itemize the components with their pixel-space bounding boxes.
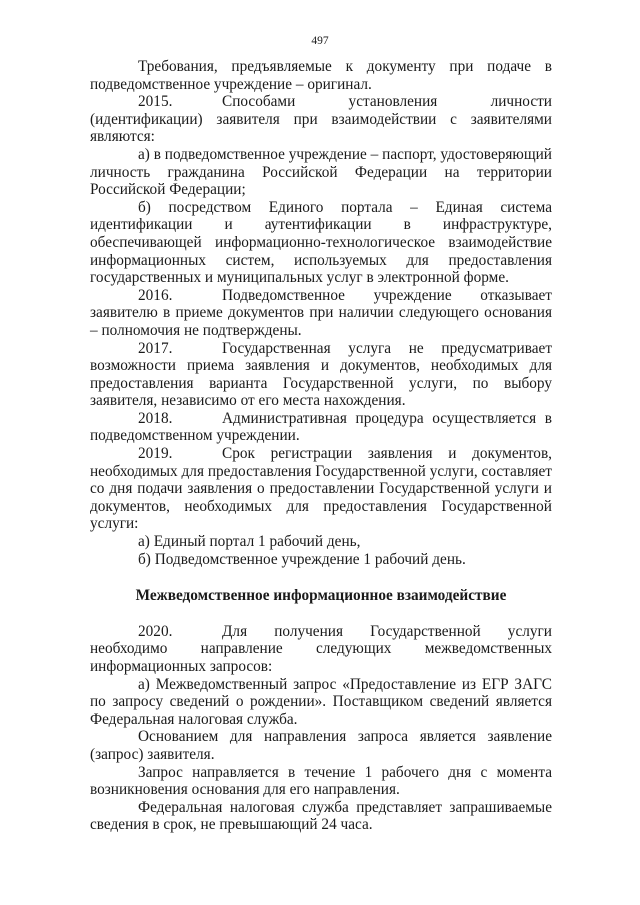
paragraph-p2020c	[90, 764, 552, 799]
paragraph-p2020	[90, 623, 552, 676]
paragraph-text: Запрос направляется в течение 1 рабочего дня с момента возникновения основания для его направления.	[90, 763, 552, 799]
paragraph-p2018	[90, 410, 552, 445]
paragraph-text: Государственная услуга не предусматривает возможности приема заявления и документов, необходимых для предоставления варианта Государственной услуги, по выбору заявителя, независимо от его места нахождения.	[90, 339, 552, 410]
paragraph-p2020a	[90, 676, 552, 729]
document-body	[90, 58, 552, 834]
section-heading: Межведомственное информационное взаимодействие	[135, 587, 507, 605]
paragraph-number: 2015.	[138, 93, 173, 111]
paragraph-number: 2020.	[138, 622, 173, 640]
paragraph-number: 2019.	[138, 445, 173, 463]
paragraph-number: 2016.	[138, 286, 173, 304]
paragraph-text: Основанием для направления запроса является заявление (запрос) заявителя.	[90, 728, 552, 763]
paragraph-text: а) Единый портал 1 рабочий день,	[138, 533, 361, 551]
paragraph-text: а) в подведомственное учреждение – паспорт, удостоверяющий личность гражданина Российской Федерации на территории Российской Федерации;	[90, 145, 552, 199]
paragraph-text: Для получения Государственной услуги необходимо направление следующих межведомственных информационных запросов:	[90, 622, 552, 675]
paragraph-text: Срок регистрации заявления и документов, необходимых для предоставления Государственной услуги, составляет со дня подачи заявления о предоставлении Государственной услуги и документов, необходимых для предоставления Государственной услуги:	[90, 445, 552, 533]
paragraph-text: б) Подведомственное учреждение 1 рабочий день.	[138, 550, 466, 568]
section-interagency	[90, 623, 552, 834]
paragraph-number: 2018.	[138, 409, 173, 427]
paragraph-text: Административная процедура осуществляется в подведомственном учреждении.	[90, 409, 552, 445]
paragraph-p2019	[90, 445, 552, 533]
paragraph-p2015	[90, 93, 552, 146]
paragraph-p2017	[90, 340, 552, 410]
paragraph-text: Способами установления личности (идентификации) заявителя при взаимодействии с заявителями являются:	[90, 93, 552, 146]
paragraph-p1	[90, 58, 552, 93]
paragraph-text: Федеральная налоговая служба представляет запрашиваемые сведения в срок, не превышающий 24 часа.	[90, 798, 552, 834]
paragraph-p2019b	[90, 551, 552, 569]
paragraph-text: Подведомственное учреждение отказывает заявителю в приеме документов при наличии следующего основания – полномочия не подтверждены.	[90, 286, 552, 339]
paragraph-p2020d	[90, 799, 552, 834]
paragraph-text: Требования, предъявляемые к документу при подаче в подведомственное учреждение – оригинал.	[90, 58, 552, 93]
paragraph-text: а) Межведомственный запрос «Предоставление из ЕГР ЗАГС по запросу сведений о рождении». Поставщиком сведений является Федеральная налоговая служба.	[90, 675, 552, 728]
paragraph-p2015b	[90, 199, 552, 287]
paragraph-p2020b	[90, 728, 552, 763]
paragraph-p2016	[90, 287, 552, 340]
paragraph-p2015a	[90, 146, 552, 199]
section-provision	[90, 58, 552, 568]
paragraph-text: б) посредством Единого портала – Единая система идентификации и аутентификации в инфраструктуре, обеспечивающей информационно-технологическое взаимодействие информационных систем, используемых для предоставления государственных и муниципальных услуг в электронной форме.	[90, 198, 552, 287]
page-number: 497	[311, 35, 329, 47]
paragraph-p2019a	[90, 533, 552, 551]
paragraph-number: 2017.	[138, 339, 173, 357]
